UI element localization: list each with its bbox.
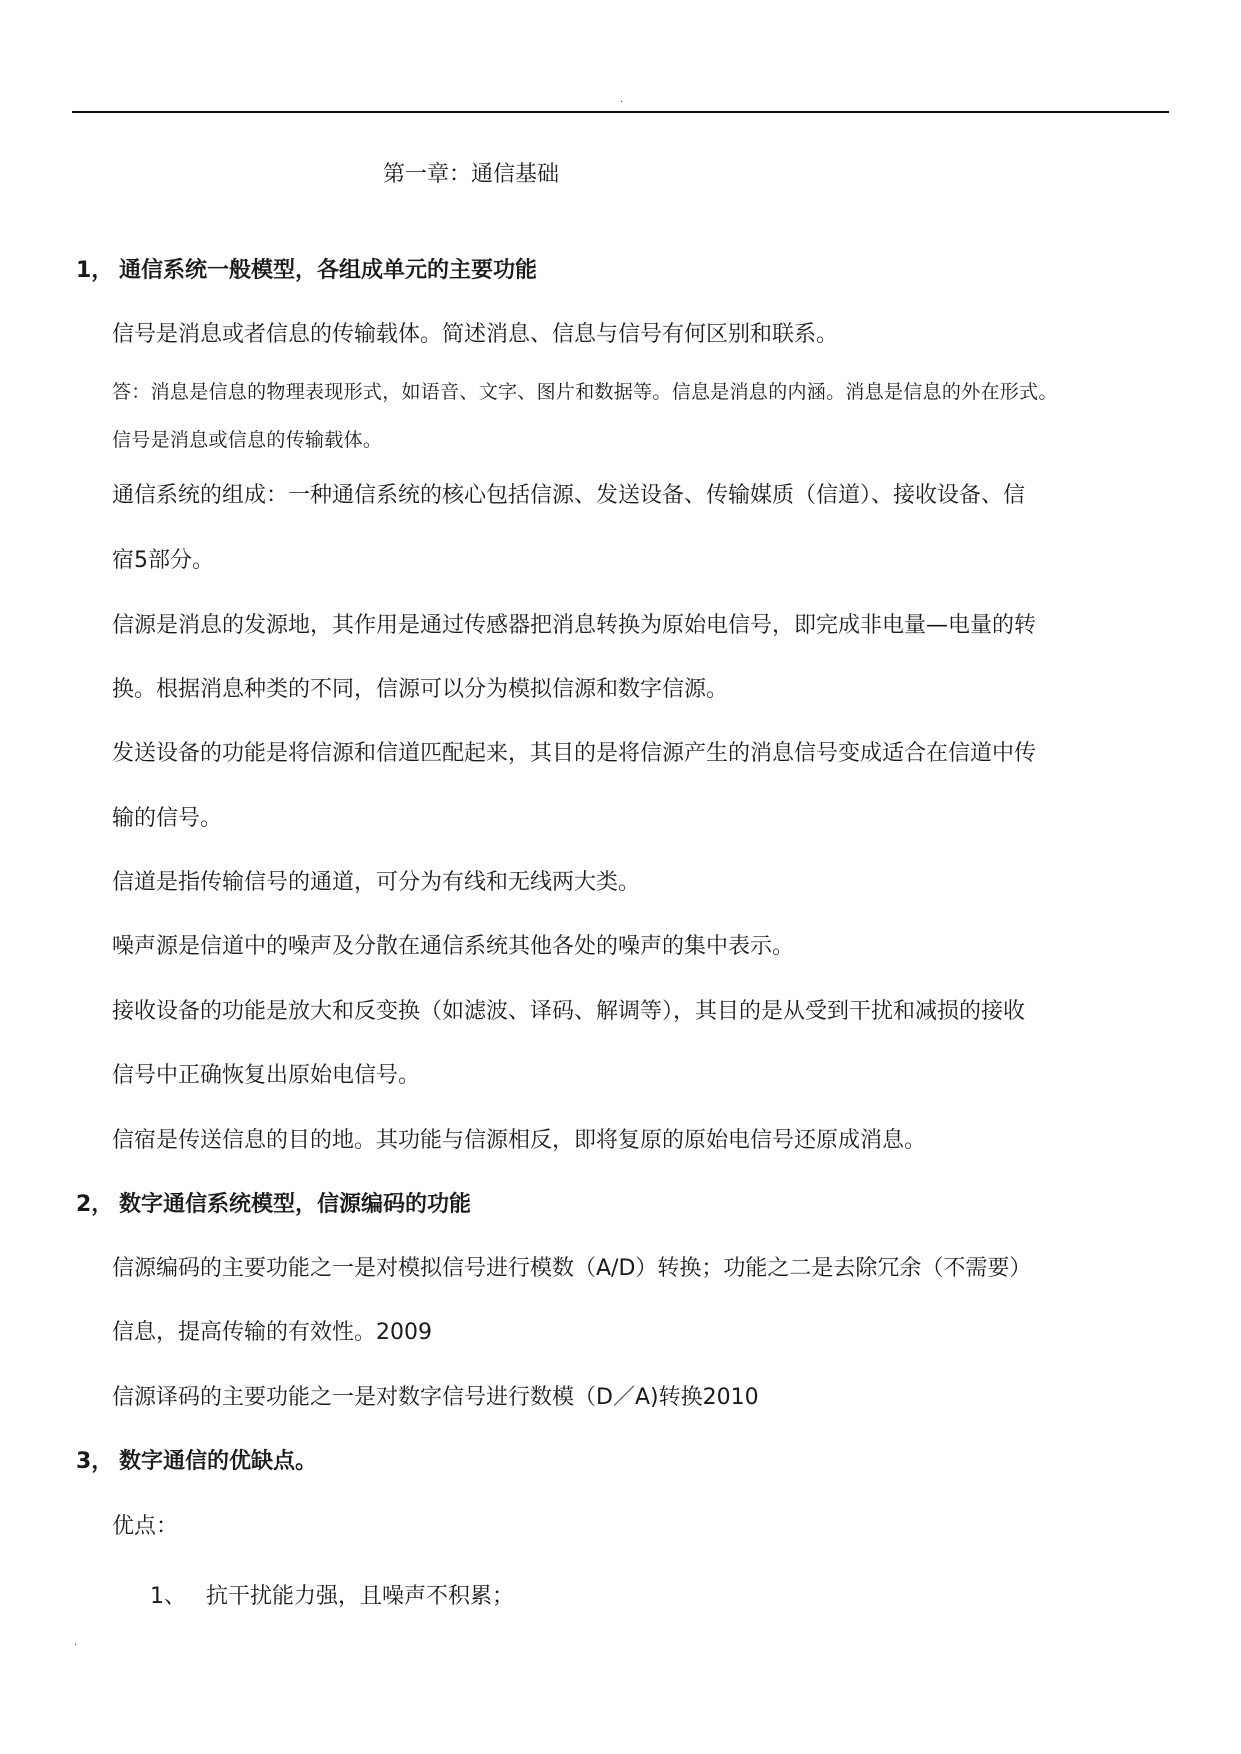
- paragraph-line: 宿5部分。: [112, 548, 214, 573]
- footer-marker: .: [74, 1637, 78, 1648]
- section-heading-2: [76, 1190, 471, 1220]
- paragraph-line: 信宿是传送信息的目的地。其功能与信源相反，即将复原的原始电信号还原成消息。: [112, 1128, 927, 1153]
- list-item: [150, 1582, 514, 1612]
- section-heading-3: [76, 1447, 317, 1477]
- section-heading-1: [76, 256, 537, 286]
- paragraph-line: 信源译码的主要功能之一是对数字信号进行数模（D／A)转换2010: [112, 1385, 759, 1410]
- list-item-number: 1、: [150, 1584, 186, 1609]
- chapter-title: 第一章：通信基础: [383, 162, 560, 187]
- section-heading-text: 通信系统一般模型，各组成单元的主要功能: [119, 258, 538, 283]
- section-number: 1，: [76, 258, 114, 283]
- section-heading-text: 数字通信的优缺点。: [119, 1449, 318, 1474]
- section-number: 3，: [76, 1449, 114, 1474]
- answer-line: 信号是消息或信息的传输载体。: [112, 429, 383, 451]
- header-marker: .: [620, 94, 624, 105]
- answer-line: 答：消息是信息的物理表现形式，如语音、文字、图片和数据等。信息是消息的内涵。消息是信息的外在形式。: [112, 381, 1058, 403]
- paragraph-line: 输的信号。: [112, 806, 223, 831]
- paragraph-line: 信号中正确恢复出原始电信号。: [112, 1063, 421, 1088]
- paragraph-line: 信源编码的主要功能之一是对模拟信号进行模数（A/D）转换；功能之二是去除冗余（不需要）: [112, 1256, 1032, 1281]
- paragraph-line: 信号是消息或者信息的传输载体。简述消息、信息与信号有何区别和联系。: [112, 322, 839, 347]
- paragraph-line: 信息，提高传输的有效性。2009: [112, 1320, 432, 1345]
- list-item-text: 抗干扰能力强，且噪声不积累；: [206, 1584, 515, 1609]
- paragraph-line: 优点：: [112, 1514, 179, 1539]
- paragraph-line: 噪声源是信道中的噪声及分散在通信系统其他各处的噪声的集中表示。: [112, 934, 795, 959]
- section-heading-text: 数字通信系统模型，信源编码的功能: [119, 1192, 472, 1217]
- header-rule: [72, 111, 1169, 113]
- paragraph-line: 信源是消息的发源地，其作用是通过传感器把消息转换为原始电信号，即完成非电量—电量的转: [112, 613, 1037, 638]
- paragraph-line: 信道是指传输信号的通道，可分为有线和无线两大类。: [112, 870, 641, 895]
- section-number: 2，: [76, 1192, 114, 1217]
- paragraph-line: 换。根据消息种类的不同，信源可以分为模拟信源和数字信源。: [112, 677, 729, 702]
- paragraph-line: 发送设备的功能是将信源和信道匹配起来，其目的是将信源产生的消息信号变成适合在信道中传: [112, 741, 1037, 766]
- paragraph-line: 接收设备的功能是放大和反变换（如滤波、译码、解调等），其目的是从受到干扰和减损的接收: [112, 999, 1026, 1024]
- paragraph-line: 通信系统的组成：一种通信系统的核心包括信源、发送设备、传输媒质（信道）、接收设备、信: [112, 483, 1026, 508]
